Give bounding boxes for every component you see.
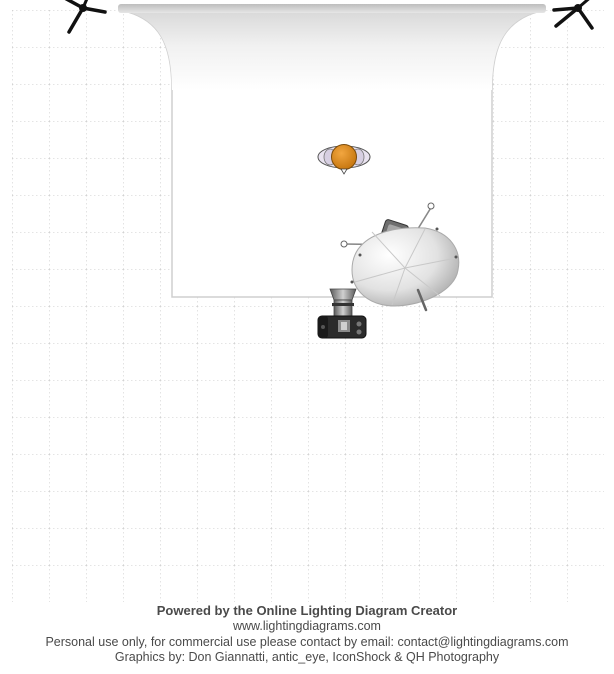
graphics-credits: Graphics by: Don Giannatti, antic_eye, IconShock & QH Photography (114, 650, 500, 665)
subject-head (332, 145, 357, 170)
license-text: Personal use only, for commercial use please contact by email: contact@lightingdiagrams.com (45, 634, 569, 649)
powered-by-text: Powered by the Online Lighting Diagram Creator (156, 603, 458, 618)
website-link[interactable]: www.lightingdiagrams.com (233, 618, 381, 633)
backdrop-roll (118, 4, 546, 13)
credits-footer (0, 603, 614, 666)
